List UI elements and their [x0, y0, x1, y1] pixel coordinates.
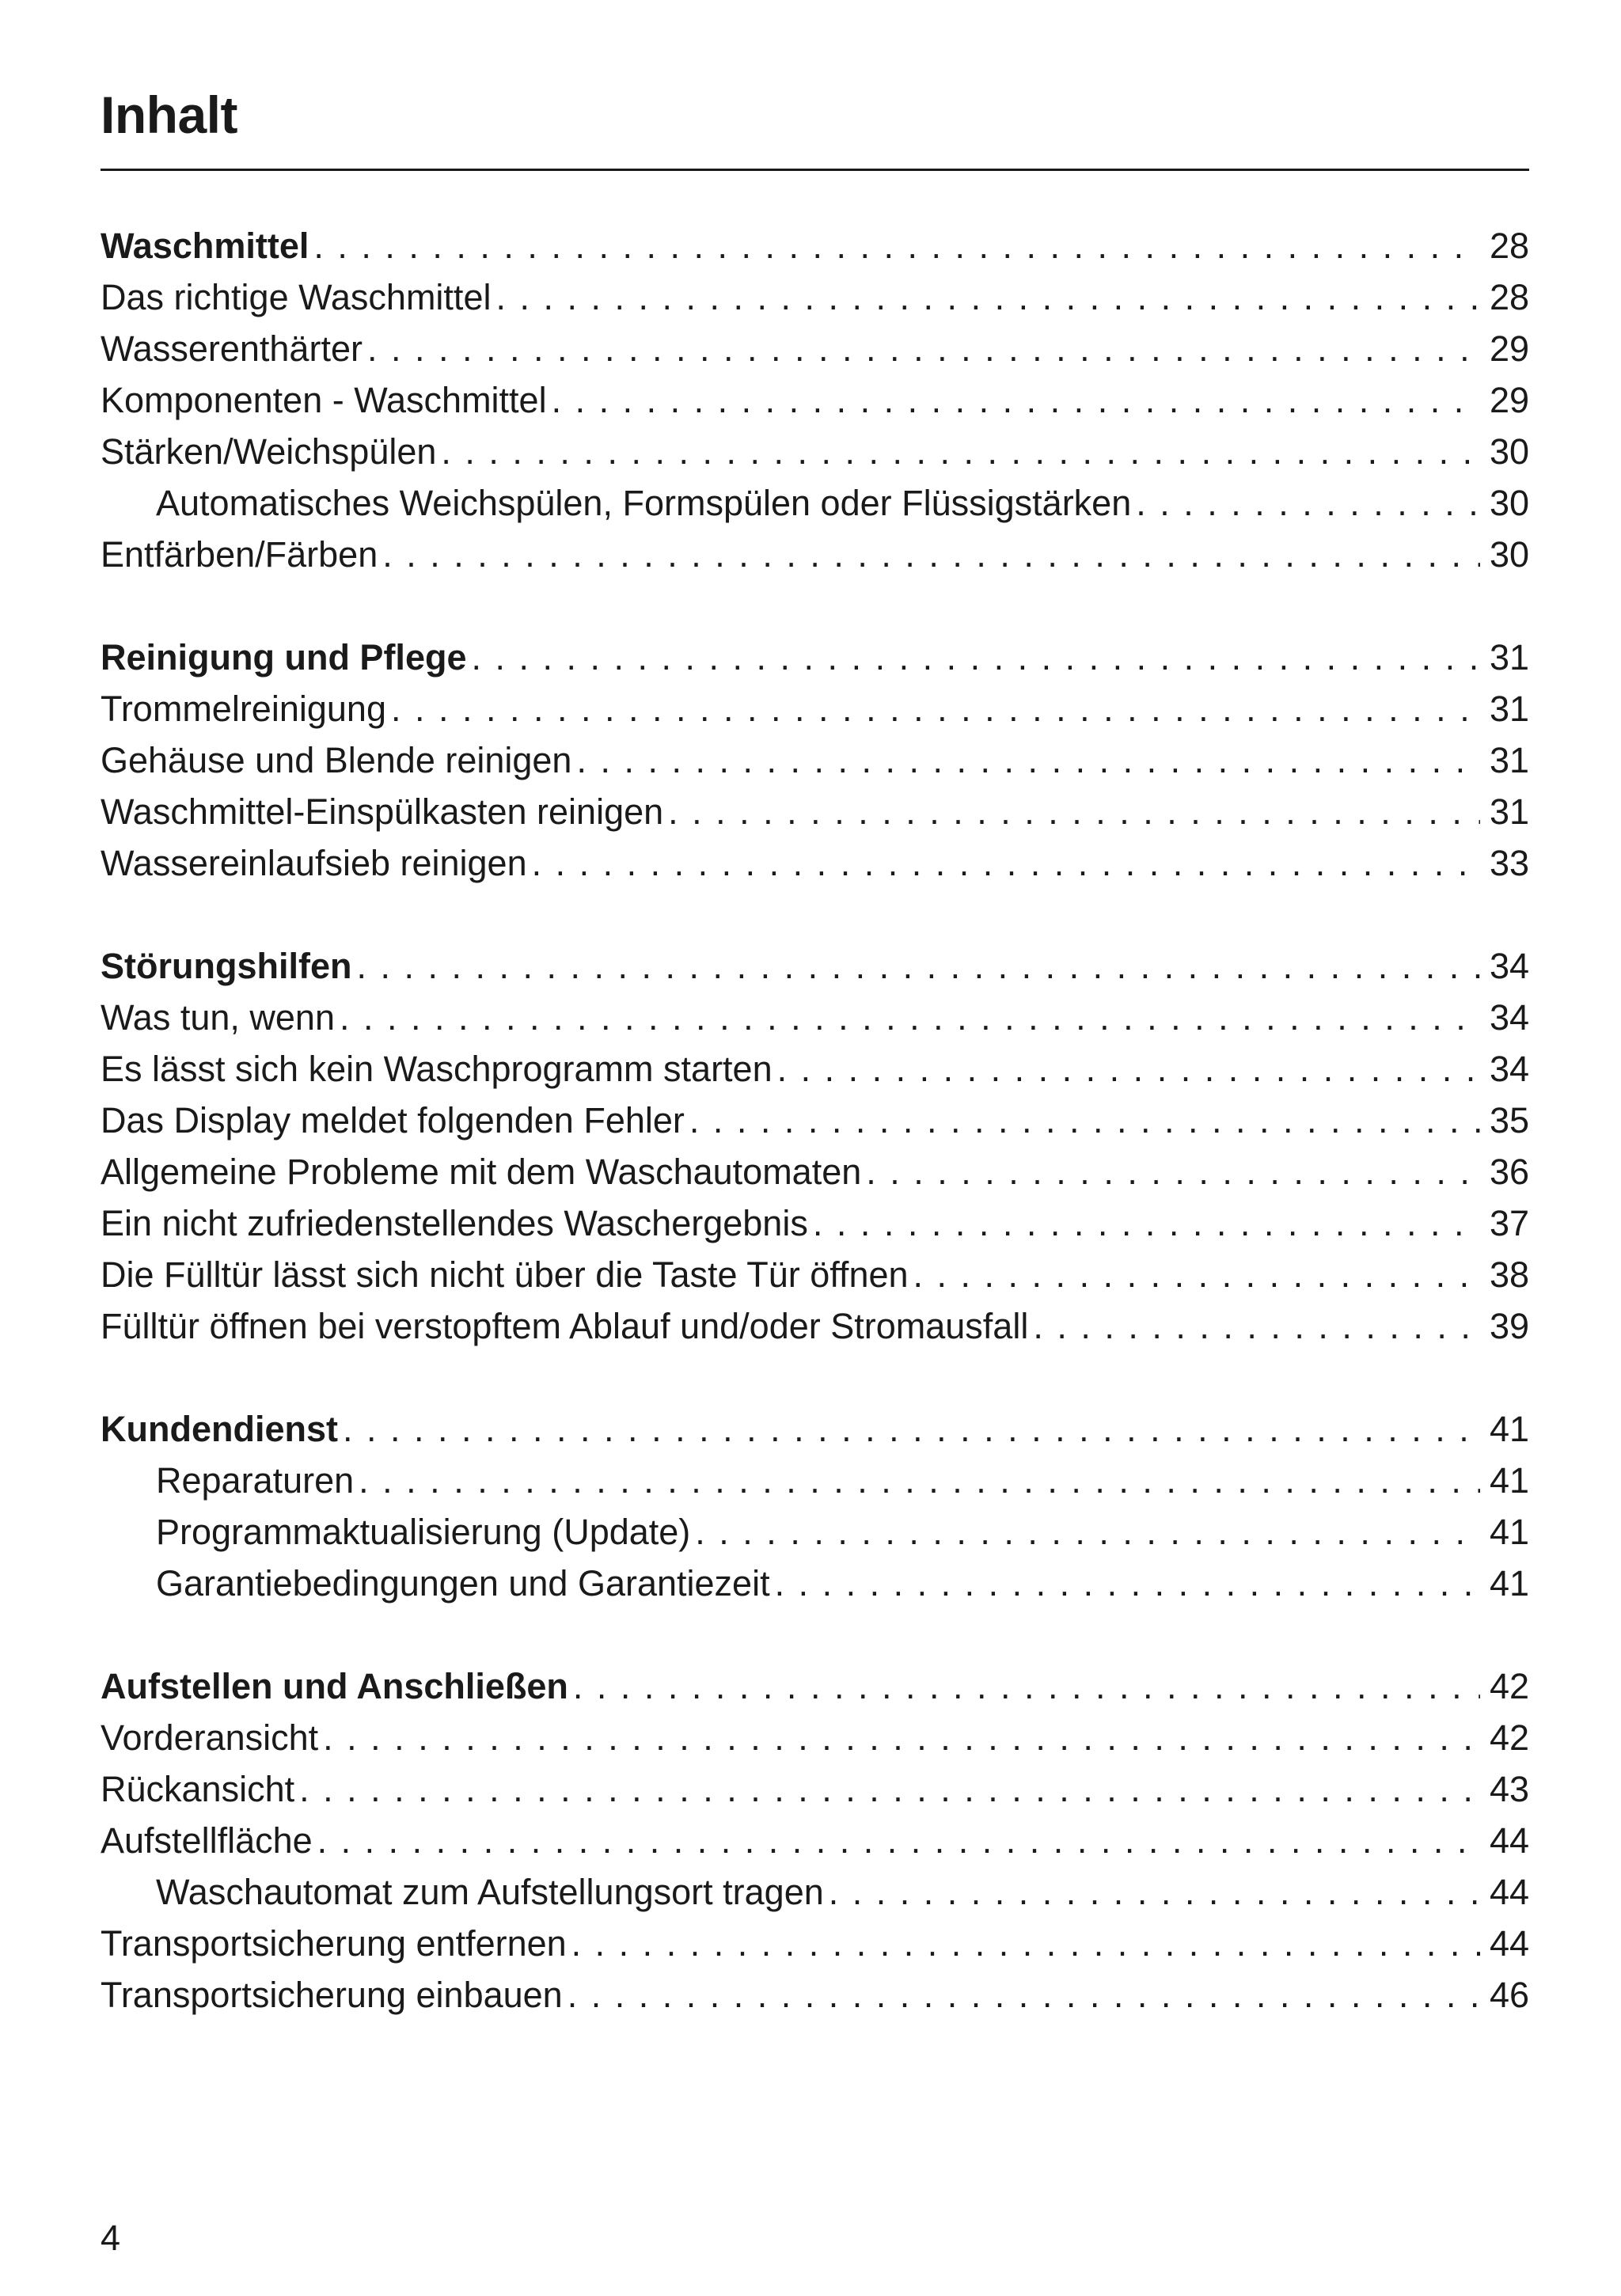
- toc-entry: [101, 837, 1529, 889]
- toc-dot-leader: [382, 529, 1480, 580]
- toc-entry-label: Reparaturen: [156, 1460, 355, 1501]
- toc-dot-leader: [576, 734, 1480, 786]
- toc-entry: [101, 1197, 1529, 1249]
- toc-entry-label: Fülltür öffnen bei verstopftem Ablauf und/oder Stromausfall: [101, 1306, 1029, 1346]
- toc-entry-page: 28: [1489, 226, 1529, 266]
- toc-entry: [101, 734, 1529, 786]
- toc-entry-label: Garantiebedingungen und Garantiezeit: [156, 1563, 770, 1603]
- toc-dot-leader: [668, 786, 1480, 837]
- toc-entry-label: Transportsicherung entfernen: [101, 1923, 567, 1964]
- toc-entry-label: Störungshilfen: [101, 946, 352, 986]
- toc-entry-page: 30: [1489, 431, 1529, 472]
- toc-entry-label: Wassereinlaufsieb reinigen: [101, 843, 527, 883]
- toc-dot-leader: [552, 374, 1480, 426]
- page-number: 4: [101, 2218, 121, 2258]
- toc-entry-page: 30: [1489, 483, 1529, 523]
- toc-entry: [101, 992, 1529, 1043]
- toc-section: [101, 220, 1529, 580]
- toc-entry-label: Wasserenthärter: [101, 328, 363, 369]
- toc-entry: [101, 1095, 1529, 1146]
- page-title: Inhalt: [101, 85, 237, 144]
- toc-section: [101, 940, 1529, 1352]
- toc-entry: [101, 1969, 1529, 2021]
- toc-entry-label: Komponenten - Waschmittel: [101, 380, 547, 420]
- toc-entry: [101, 1300, 1529, 1352]
- toc-entry-page: 30: [1489, 534, 1529, 575]
- toc-entry-page: 31: [1489, 637, 1529, 677]
- toc-entry-page: 38: [1489, 1254, 1529, 1295]
- toc-dot-leader: [323, 1712, 1480, 1763]
- toc-entry-label: Stärken/Weichspülen: [101, 431, 437, 472]
- toc-entry-page: 41: [1489, 1460, 1529, 1501]
- toc-entry-label: Aufstellen und Anschließen: [101, 1666, 568, 1706]
- toc-entry-label: Aufstellfläche: [101, 1820, 313, 1861]
- toc-entry-label: Ein nicht zufriedenstellendes Waschergebnis: [101, 1203, 808, 1243]
- toc-entry: [101, 426, 1529, 477]
- toc-entry-label: Automatisches Weichspülen, Formspülen oder Flüssigstärken: [156, 483, 1132, 523]
- toc-entry-page: 36: [1489, 1152, 1529, 1192]
- toc-entry-page: 41: [1489, 1409, 1529, 1449]
- toc-section: [101, 1660, 1529, 2021]
- toc-dot-leader: [340, 992, 1480, 1043]
- toc-entry-page: 34: [1489, 946, 1529, 986]
- toc-dot-leader: [313, 220, 1480, 271]
- toc-entry: [101, 1763, 1529, 1815]
- toc-dot-leader: [568, 1969, 1480, 2021]
- toc-section: [101, 632, 1529, 889]
- toc-entry: [101, 1455, 1529, 1506]
- toc-entry: [101, 1146, 1529, 1197]
- toc-entry: [101, 1558, 1529, 1609]
- toc-dot-leader: [777, 1043, 1480, 1095]
- toc-entry-page: 46: [1489, 1975, 1529, 2015]
- toc-dot-leader: [532, 837, 1480, 889]
- toc-entry: [101, 271, 1529, 323]
- toc-heading-entry: [101, 632, 1529, 683]
- toc-entry-page: 44: [1489, 1923, 1529, 1964]
- toc-dot-leader: [359, 1455, 1480, 1506]
- toc-entry-label: Programmaktualisierung (Update): [156, 1512, 691, 1552]
- toc-entry: [101, 683, 1529, 734]
- toc-entry-page: 44: [1489, 1820, 1529, 1861]
- toc-entry-label: Vorderansicht: [101, 1717, 319, 1758]
- toc-section: [101, 1403, 1529, 1609]
- toc-entry-page: 31: [1489, 740, 1529, 780]
- toc-dot-leader: [571, 1918, 1480, 1969]
- toc-entry-label: Die Fülltür lässt sich nicht über die Taste Tür öffnen: [101, 1254, 909, 1295]
- toc-dot-leader: [317, 1815, 1480, 1866]
- toc-entry-label: Das richtige Waschmittel: [101, 277, 492, 317]
- toc-dot-leader: [829, 1866, 1480, 1918]
- table-of-contents: [101, 220, 1529, 2072]
- toc-entry-page: 41: [1489, 1512, 1529, 1552]
- toc-heading-entry: [101, 1403, 1529, 1455]
- toc-entry-label: Was tun, wenn: [101, 997, 335, 1038]
- toc-dot-leader: [356, 940, 1480, 992]
- toc-entry: [101, 529, 1529, 580]
- toc-entry-page: 31: [1489, 689, 1529, 729]
- toc-entry-page: 34: [1489, 1049, 1529, 1089]
- toc-entry-label: Waschmittel-Einspülkasten reinigen: [101, 791, 664, 832]
- toc-entry-page: 42: [1489, 1666, 1529, 1706]
- toc-dot-leader: [299, 1763, 1480, 1815]
- toc-entry-label: Waschautomat zum Aufstellungsort tragen: [156, 1872, 824, 1912]
- toc-entry-label: Das Display meldet folgenden Fehler: [101, 1100, 685, 1140]
- toc-dot-leader: [913, 1249, 1480, 1300]
- toc-entry-page: 29: [1489, 380, 1529, 420]
- toc-dot-leader: [1136, 477, 1480, 529]
- toc-heading-entry: [101, 1660, 1529, 1712]
- toc-entry-page: 42: [1489, 1717, 1529, 1758]
- toc-entry-label: Rückansicht: [101, 1769, 295, 1809]
- toc-entry: [101, 1712, 1529, 1763]
- toc-dot-leader: [573, 1660, 1480, 1712]
- toc-dot-leader: [495, 271, 1480, 323]
- toc-entry-label: Trommelreinigung: [101, 689, 386, 729]
- toc-dot-leader: [775, 1558, 1480, 1609]
- toc-entry-page: 37: [1489, 1203, 1529, 1243]
- toc-entry-page: 33: [1489, 843, 1529, 883]
- toc-entry-label: Allgemeine Probleme mit dem Waschautomaten: [101, 1152, 862, 1192]
- toc-entry-label: Kundendienst: [101, 1409, 338, 1449]
- toc-entry: [101, 1043, 1529, 1095]
- toc-dot-leader: [866, 1146, 1480, 1197]
- toc-entry-page: 35: [1489, 1100, 1529, 1140]
- toc-entry-page: 34: [1489, 997, 1529, 1038]
- toc-dot-leader: [471, 632, 1480, 683]
- toc-entry: [101, 477, 1529, 529]
- toc-entry: [101, 1815, 1529, 1866]
- toc-entry-label: Waschmittel: [101, 226, 309, 266]
- toc-entry-label: Transportsicherung einbauen: [101, 1975, 563, 2015]
- toc-entry-label: Entfärben/Färben: [101, 534, 378, 575]
- toc-dot-leader: [1033, 1300, 1480, 1352]
- toc-entry: [101, 1918, 1529, 1969]
- toc-entry: [101, 374, 1529, 426]
- toc-dot-leader: [813, 1197, 1480, 1249]
- toc-dot-leader: [441, 426, 1480, 477]
- toc-dot-leader: [343, 1403, 1480, 1455]
- toc-dot-leader: [695, 1506, 1480, 1558]
- toc-entry: [101, 323, 1529, 374]
- toc-dot-leader: [689, 1095, 1480, 1146]
- toc-entry-page: 39: [1489, 1306, 1529, 1346]
- toc-entry: [101, 1506, 1529, 1558]
- toc-heading-entry: [101, 940, 1529, 992]
- toc-entry-page: 44: [1489, 1872, 1529, 1912]
- toc-entry-label: Reinigung und Pflege: [101, 637, 467, 677]
- toc-heading-entry: [101, 220, 1529, 271]
- toc-entry-page: 29: [1489, 328, 1529, 369]
- toc-entry: [101, 1866, 1529, 1918]
- toc-entry-page: 41: [1489, 1563, 1529, 1603]
- toc-entry: [101, 1249, 1529, 1300]
- toc-entry: [101, 786, 1529, 837]
- toc-entry-label: Gehäuse und Blende reinigen: [101, 740, 572, 780]
- toc-entry-page: 43: [1489, 1769, 1529, 1809]
- title-divider: [101, 169, 1529, 171]
- toc-dot-leader: [367, 323, 1480, 374]
- toc-entry-page: 31: [1489, 791, 1529, 832]
- toc-entry-page: 28: [1489, 277, 1529, 317]
- toc-dot-leader: [391, 683, 1480, 734]
- toc-entry-label: Es lässt sich kein Waschprogramm starten: [101, 1049, 773, 1089]
